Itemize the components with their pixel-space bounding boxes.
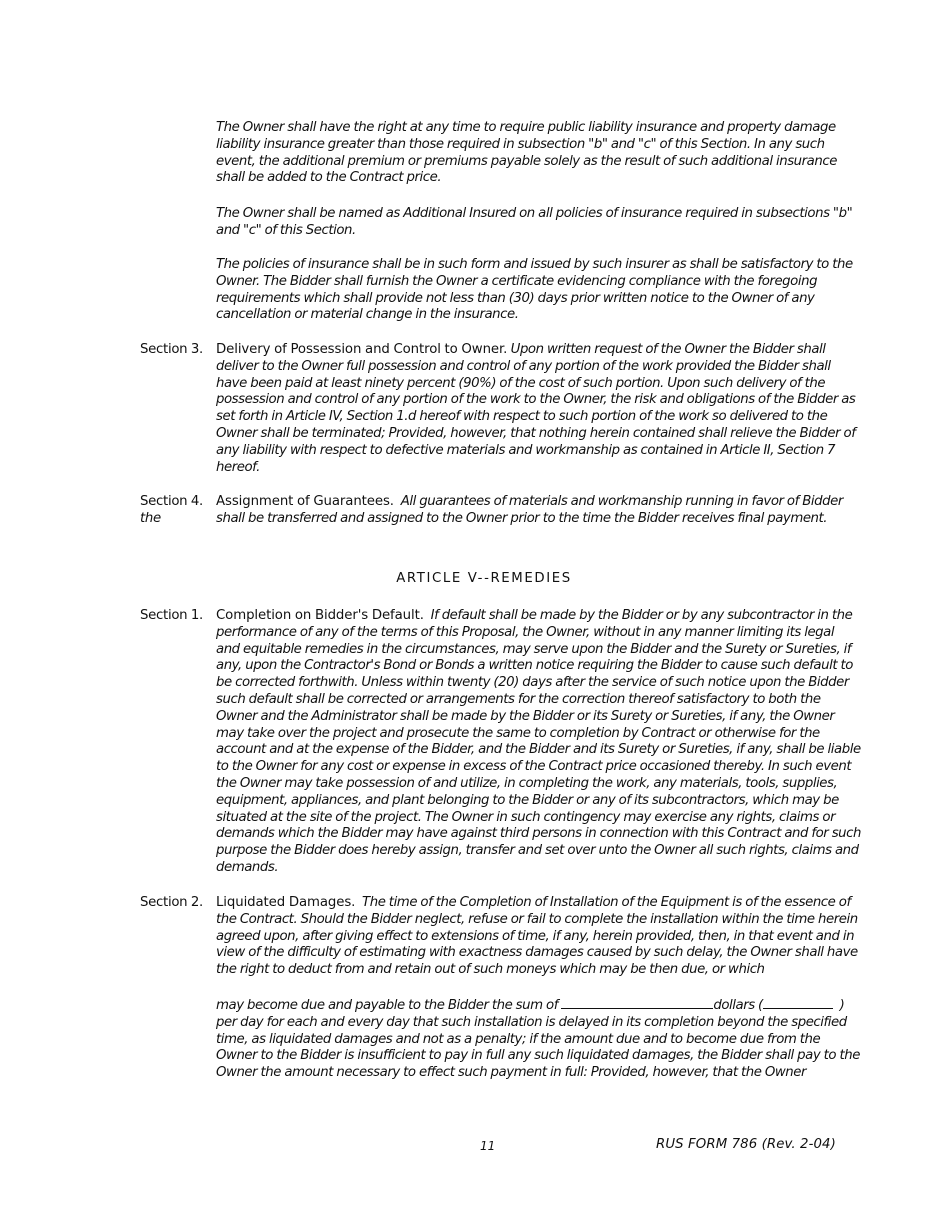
section-label: Section 4.: [140, 494, 203, 509]
article-5-section-1-completion-on-default: [140, 608, 862, 877]
section-text: Upon written request of the Owner the Bidder shall deliver to the Owner full possession and control of any portion of the work provided the Bidder shall have been paid at least ninety percent (90%) of the cost of such portion. Upon such delivery of the possession and control of any portion of the work to the Owner, the risk and obligations of the Bidder as set forth in Article IV, Section 1.d hereof with respect to such portion of the work so delivered to the Owner shall be terminated; Provided, however, that nothing herein contained shall relieve the Bidder of any liability with respect to defective materials and workmanship as contained in Article II, Section 7 hereof.: [216, 342, 856, 475]
section-3-delivery-of-possession: [140, 342, 862, 476]
article-title: ARTICLE V--REMEDIES: [396, 571, 572, 586]
liquidated-damages-continuation: [216, 997, 861, 1082]
sum-blank-field[interactable]: [561, 997, 713, 1009]
section-heading: Delivery of Possession and Control to Owner.: [216, 342, 508, 357]
closing-paren: ): [839, 998, 845, 1013]
section-heading: Liquidated Damages.: [216, 895, 356, 910]
article-5-section-2-liquidated-damages: [140, 895, 862, 979]
section-body: [216, 342, 861, 476]
section-body: [216, 895, 861, 979]
section-text: All guarantees of materials and workmanship running in favor of Bidder shall be transferred and assigned to the Owner prior to the time the Bidder receives final payment.: [216, 494, 843, 526]
section-label-stray-word: the: [140, 510, 161, 526]
section-text: The time of the Completion of Installation of the Equipment is of the essence of the Contract. Should the Bidder neglect, refuse or fail to complete the installation within the time herein agreed upon, after giving effect to extensions of time, if any, herein provided, then, in that event and in view of the difficulty of estimating with exactness damages caused by such delay, the Owner shall have the right to deduct from and retain out of such moneys which may be then due, or which: [216, 895, 858, 978]
section-body: [216, 608, 861, 877]
page-number: 11: [480, 1139, 496, 1153]
section-text: If default shall be made by the Bidder or by any subcontractor in the performance of any of the terms of this Proposal, the Owner, without in any manner limiting its legal and equitable remedies in the circumstances, may serve upon the Bidder and the Surety or Sureties, if any, upon the Contractor's Bond or Bonds a written notice requiring the Bidder to cause such default to be corrected forthwith. Unless within twenty (20) days after the service of such notice upon the Bidder such default shall be corrected or arrangements for the correction thereof satisfactory to both the Owner and the Administrator shall be made by the Bidder or its Surety or Sureties, if any, the Owner may take over the project and prosecute the same to completion by Contract or otherwise for the account and at the expense of the Bidder, and the Bidder and its Surety or Sureties, if any, shall be liable to the Owner for any cost or expense in excess of the Contract price occasioned thereby. In such event the Owner may take possession of and utilize, in completing the work, any materials, tools, supplies, equipment, appliances, and plant belonging to the Bidder or any of its subcontractors, which may be situated at the site of the project. The Owner in such contingency may exercise any rights, claims or demands which the Bidder may have against third persons in connection with this Contract and for such purpose the Bidder does hereby assign, transfer and set over unto the Owner all such rights, claims and demands.: [216, 608, 861, 875]
section-body: [216, 494, 861, 528]
insurance-paragraph-2: The Owner shall be named as Additional Insured on all policies of insurance required in subsections "b" and "c" of this Section.: [216, 206, 853, 238]
section-heading: Completion on Bidder's Default.: [216, 608, 424, 623]
dollars-amount-blank-field[interactable]: [763, 997, 833, 1009]
section-heading: Assignment of Guarantees.: [216, 494, 394, 509]
section-4-assignment-of-guarantees: [140, 494, 862, 528]
section-label: Section 1.: [140, 608, 203, 623]
form-identifier: RUS FORM 786 (Rev. 2-04): [656, 1137, 836, 1152]
section-label: Section 3.: [140, 342, 203, 357]
dollars-label: dollars (: [713, 998, 763, 1013]
section-label: Section 2.: [140, 895, 203, 910]
insurance-paragraph-1: The Owner shall have the right at any time to require public liability insurance and property damage liability insurance greater than those required in subsection "b" and "c" of this Section. In any such event, the additional premium or premiums payable solely as the result of such additional insurance shall be added to the Contract price.: [216, 120, 837, 186]
insurance-paragraph-3: The policies of insurance shall be in such form and issued by such insurer as shall be satisfactory to the Owner. The Bidder shall furnish the Owner a certificate evidencing compliance with the foregoing requirements which shall provide not less than (30) days prior written notice to the Owner of any cancellation or material change in the insurance.: [216, 257, 853, 323]
continuation-start: may become due and payable to the Bidder the sum of: [216, 998, 558, 1013]
continuation-rest: per day for each and every day that such installation is delayed in its completion beyond the specified time, as liquidated damages and not as a penalty; if the amount due and to become due from the Owner to the Bidder is insufficient to pay in full any such liquidated damages, the Bidder shall pay to the Owner the amount necessary to effect such payment in full: Provided, however, that the Owner: [216, 1014, 860, 1081]
